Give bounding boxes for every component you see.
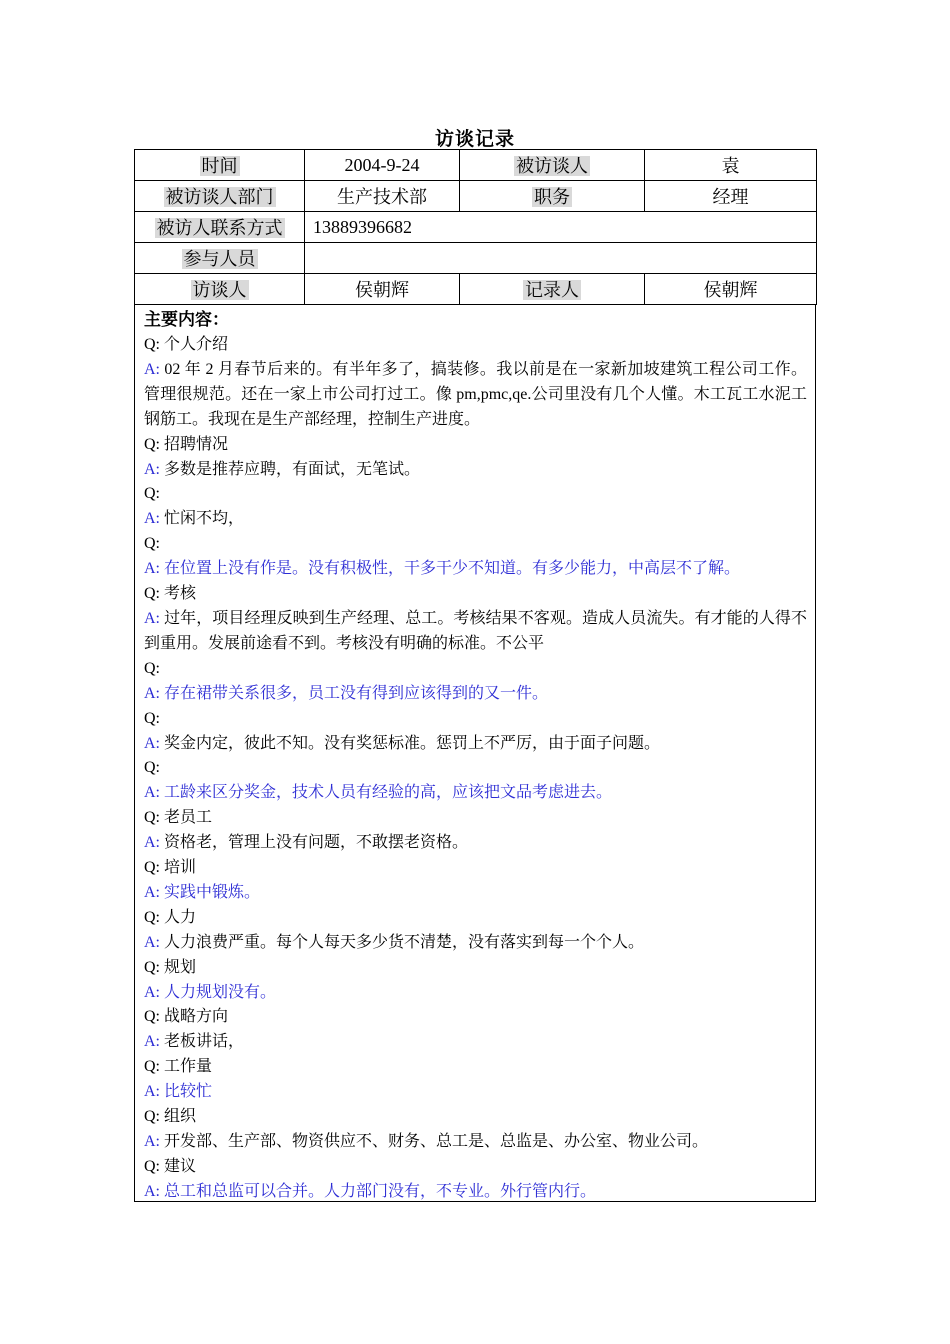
answer-line bbox=[144, 1080, 807, 1105]
question-prefix: Q: bbox=[144, 759, 160, 777]
question-prefix: Q: bbox=[144, 336, 160, 353]
department-label: 被访谈人部门 bbox=[165, 187, 274, 207]
question-line bbox=[144, 333, 807, 358]
question-line bbox=[144, 756, 807, 781]
content-heading: 主要内容： bbox=[144, 310, 229, 329]
answer-prefix: A: bbox=[144, 609, 160, 627]
answer-line bbox=[144, 881, 807, 906]
contact-label: 被访人联系方式 bbox=[156, 218, 283, 238]
answer-text: 人力规划没有。 bbox=[160, 983, 277, 1001]
contact-label-cell bbox=[135, 212, 305, 243]
answer-text: 资格老，管理上没有问题，不敢摆老资格。 bbox=[160, 834, 469, 852]
interviewee-value: 袁 bbox=[645, 150, 817, 181]
table-row bbox=[135, 274, 817, 305]
info-table bbox=[134, 149, 817, 305]
interviewer-label: 访谈人 bbox=[192, 280, 247, 300]
answer-text: 人力浪费严重。每个人每天多少货不清楚，没有落实到每一个个人。 bbox=[160, 933, 645, 951]
answer-prefix: A: bbox=[144, 784, 160, 802]
contact-value: 13889396682 bbox=[305, 212, 817, 243]
answer-prefix: A: bbox=[144, 560, 160, 578]
answer-line bbox=[144, 1130, 807, 1155]
interviewer-value: 侯朝辉 bbox=[305, 274, 460, 305]
main-content bbox=[134, 304, 816, 1202]
interviewee-label-cell bbox=[460, 150, 645, 181]
answer-text: 工龄来区分奖金，技术人员有经验的高，应该把文品考虑进去。 bbox=[160, 784, 613, 802]
position-label-cell bbox=[460, 181, 645, 212]
table-row bbox=[135, 181, 817, 212]
question-text: 组织 bbox=[160, 1108, 197, 1126]
answer-line bbox=[144, 682, 807, 707]
question-prefix: Q: bbox=[144, 1058, 160, 1076]
table-row bbox=[135, 212, 817, 243]
recorder-label: 记录人 bbox=[525, 280, 579, 300]
answer-prefix: A: bbox=[144, 1182, 160, 1200]
question-prefix: Q: bbox=[144, 585, 160, 603]
question-prefix: Q: bbox=[144, 1008, 160, 1026]
table-row bbox=[135, 150, 817, 181]
question-line bbox=[144, 1155, 807, 1180]
question-line bbox=[144, 956, 807, 981]
answer-text: 比较忙 bbox=[160, 1083, 213, 1101]
qa-list bbox=[144, 333, 807, 1205]
question-text: 考核 bbox=[160, 585, 197, 603]
answer-line bbox=[144, 931, 807, 956]
time-value: 2004-9-24 bbox=[305, 150, 460, 181]
question-text: 规划 bbox=[160, 958, 197, 976]
question-line bbox=[144, 1105, 807, 1130]
position-label: 职务 bbox=[534, 187, 570, 207]
question-line bbox=[144, 482, 807, 507]
question-text: 个人介绍 bbox=[160, 336, 229, 353]
answer-prefix: A: bbox=[144, 1133, 160, 1150]
answer-line bbox=[144, 1180, 807, 1205]
question-prefix: Q: bbox=[144, 809, 160, 827]
answer-text: 多数是推荐应聘，有面试，无笔试。 bbox=[160, 460, 421, 478]
answer-prefix: A: bbox=[144, 510, 160, 528]
answer-prefix: A: bbox=[144, 360, 160, 378]
answer-line bbox=[144, 781, 807, 806]
answer-text: 奖金内定，彼此不知。没有奖惩标准。惩罚上不严厉，由于面子问题。 bbox=[160, 734, 661, 752]
answer-text: 老板讲话， bbox=[160, 1033, 245, 1051]
question-prefix: Q: bbox=[144, 485, 160, 503]
table-row bbox=[135, 243, 817, 274]
question-text: 培训 bbox=[160, 859, 197, 877]
department-label-cell bbox=[135, 181, 305, 212]
question-line bbox=[144, 707, 807, 732]
interviewer-label-cell bbox=[135, 274, 305, 305]
question-line bbox=[144, 433, 807, 458]
answer-line bbox=[144, 557, 807, 582]
answer-prefix: A: bbox=[144, 1033, 160, 1051]
question-prefix: Q: bbox=[144, 908, 160, 926]
answer-prefix: A: bbox=[144, 460, 160, 478]
answer-line bbox=[144, 831, 807, 856]
question-text: 老员工 bbox=[160, 809, 213, 827]
participants-label: 参与人员 bbox=[183, 249, 256, 269]
question-prefix: Q: bbox=[144, 1157, 160, 1175]
question-line bbox=[144, 806, 807, 831]
answer-prefix: A: bbox=[144, 883, 160, 901]
question-prefix: Q: bbox=[144, 1108, 160, 1126]
question-line bbox=[144, 582, 807, 607]
answer-text: 在位置上没有作是。没有积极性，干多干少不知道。有多少能力，中高层不了解。 bbox=[160, 560, 741, 578]
answer-text: 忙闲不均， bbox=[160, 510, 245, 528]
question-text: 招聘情况 bbox=[160, 435, 229, 453]
answer-line bbox=[144, 607, 807, 657]
answer-line bbox=[144, 458, 807, 483]
position-value: 经理 bbox=[645, 181, 817, 212]
answer-text: 实践中锻炼。 bbox=[160, 883, 261, 901]
question-line bbox=[144, 1055, 807, 1080]
question-text: 工作量 bbox=[160, 1058, 213, 1076]
question-prefix: Q: bbox=[144, 535, 160, 553]
answer-line bbox=[144, 507, 807, 532]
answer-text: 总工和总监可以合并。人力部门没有，不专业。外行管内行。 bbox=[160, 1182, 597, 1200]
answer-line bbox=[144, 358, 807, 433]
participants-label-cell bbox=[135, 243, 305, 274]
answer-text: 开发部、生产部、物资供应不、财务、总工是、总监是、办公室、物业公司。 bbox=[160, 1133, 709, 1150]
question-text: 建议 bbox=[160, 1157, 197, 1175]
answer-text: 过年，项目经理反映到生产经理、总工。考核结果不客观。造成人员流失。有才能的人得不到重用。发展前途看不到。考核没有明确的标准。不公平 bbox=[144, 609, 807, 652]
page-title: 访谈记录 bbox=[434, 129, 515, 150]
question-text: 人力 bbox=[160, 908, 197, 926]
question-prefix: Q: bbox=[144, 435, 160, 453]
question-prefix: Q: bbox=[144, 859, 160, 877]
answer-prefix: A: bbox=[144, 1083, 160, 1101]
answer-prefix: A: bbox=[144, 734, 160, 752]
question-line bbox=[144, 532, 807, 557]
answer-line bbox=[144, 1030, 807, 1055]
question-text: 战略方向 bbox=[160, 1008, 229, 1026]
interviewee-label: 被访谈人 bbox=[516, 156, 588, 176]
question-line bbox=[144, 856, 807, 881]
question-prefix: Q: bbox=[144, 958, 160, 976]
answer-line bbox=[144, 732, 807, 757]
question-prefix: Q: bbox=[144, 659, 160, 677]
question-line bbox=[144, 657, 807, 682]
time-label-cell bbox=[135, 150, 305, 181]
question-prefix: Q: bbox=[144, 709, 160, 727]
answer-text: 02 年 2 月春节后来的。有半年多了，搞装修。我以前是在一家新加坡建筑工程公司工作。管理很规范。还在一家上市公司打过工。像 pm,pmc,qe.公司里没有几个人懂。木工瓦工水泥工钢筋工。我现在是生产部经理，控制生产进度。 bbox=[144, 360, 807, 428]
recorder-value: 侯朝辉 bbox=[645, 274, 817, 305]
time-label: 时间 bbox=[201, 156, 238, 176]
participants-value bbox=[305, 243, 817, 274]
answer-text: 存在裙带关系很多，员工没有得到应该得到的又一件。 bbox=[160, 684, 549, 702]
answer-line bbox=[144, 981, 807, 1006]
question-line bbox=[144, 906, 807, 931]
answer-prefix: A: bbox=[144, 834, 160, 852]
answer-prefix: A: bbox=[144, 684, 160, 702]
answer-prefix: A: bbox=[144, 983, 160, 1001]
department-value: 生产技术部 bbox=[305, 181, 460, 212]
question-line bbox=[144, 1005, 807, 1030]
answer-prefix: A: bbox=[144, 933, 160, 951]
recorder-label-cell bbox=[460, 274, 645, 305]
